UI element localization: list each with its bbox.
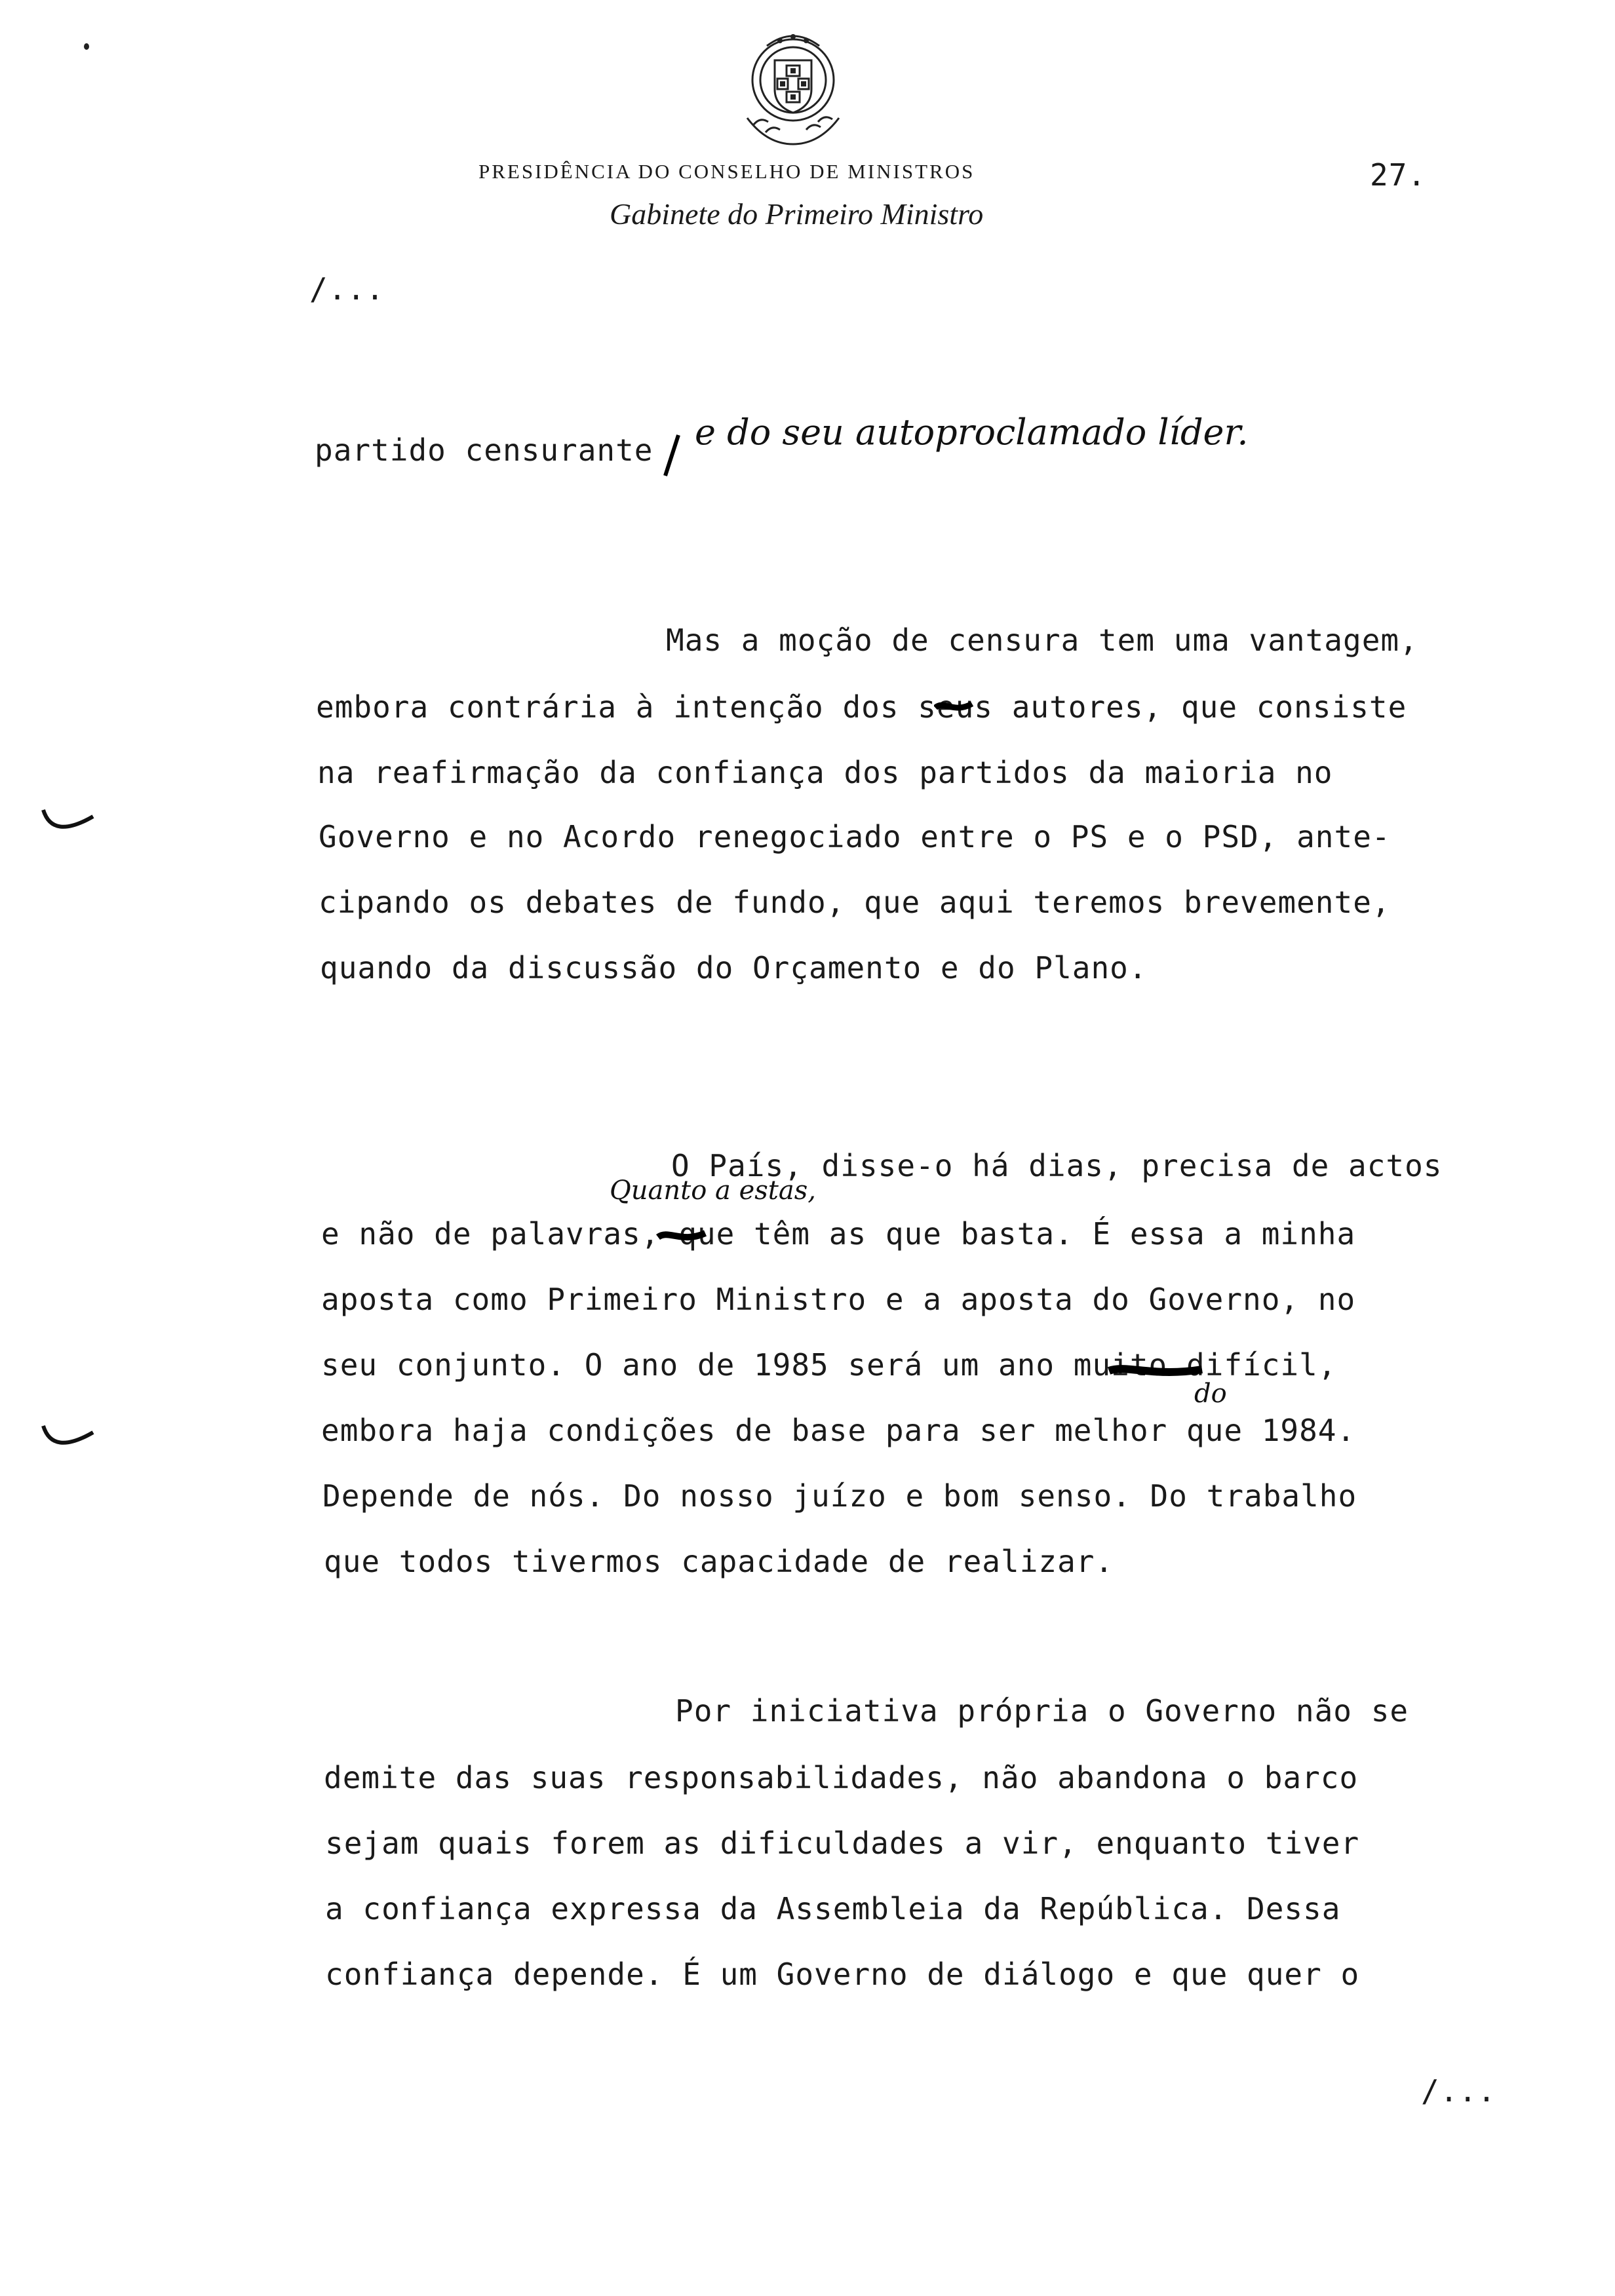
paragraph-3-line-5: embora haja condições de base para ser melhor que 1984.: [321, 1413, 1356, 1448]
paragraph-2-line-6: quando da discussão do Orçamento e do Plano.: [320, 950, 1148, 985]
paragraph-4-line-5: confiança depende. É um Governo de diálogo e que quer o: [325, 1957, 1360, 1992]
handwritten-insertion: Quanto a estas,: [610, 1176, 816, 1206]
paragraph-2-line-2: embora contrária à intenção dos seus autores, que consiste: [316, 689, 1407, 725]
institution-heading: PRESIDÊNCIA DO CONSELHO DE MINISTROS: [478, 160, 975, 183]
paragraph-4-line-4: a confiança expressa da Assembleia da República. Dessa: [325, 1891, 1341, 1926]
margin-tick-mark: [39, 806, 98, 845]
paragraph-4-line-1: Por iniciativa própria o Governo não se: [675, 1693, 1409, 1729]
paragraph-3-line-4: seu conjunto. O ano de 1985 será um ano muito difícil,: [321, 1347, 1337, 1383]
strikeout-que: [655, 1223, 708, 1249]
handwritten-do: do: [1194, 1379, 1227, 1409]
page-number: 27.: [1370, 157, 1427, 193]
paragraph-3-line-7: que todos tivermos capacidade de realizar.: [324, 1544, 1114, 1579]
margin-tick-mark: [39, 1422, 98, 1461]
paragraph-2-line-4: Governo e no Acordo renegociado entre o PS e o PSD, ante-: [319, 819, 1391, 854]
paragraph-3-line-6: Depende de nós. Do nosso juízo e bom senso. Do trabalho: [322, 1478, 1357, 1514]
scan-speck: [84, 43, 89, 50]
paragraph-3-line-1: O País, disse-o há dias, precisa de actos: [671, 1148, 1443, 1183]
strikeout-seus: [934, 695, 973, 721]
paragraph-4-line-2: demite das suas responsabilidades, não abandona o barco: [324, 1760, 1359, 1795]
paragraph-2-line-5: cipando os debates de fundo, que aqui teremos brevemente,: [319, 885, 1391, 920]
paragraph-1-line: partido censurante: [315, 432, 653, 468]
cabinet-subtitle: Gabinete do Primeiro Ministro: [610, 197, 984, 231]
paragraph-2-line-1: Mas a moção de censura tem uma vantagem,: [666, 622, 1418, 658]
handwritten-addition: e do seu autoproclamado líder.: [695, 411, 1249, 453]
continuation-marker-top: /...: [309, 271, 385, 307]
paragraph-3-line-2: e não de palavras, que têm as que basta. É essa a minha: [321, 1216, 1356, 1252]
paragraph-3-line-3: aposta como Primeiro Ministro e a aposta do Governo, no: [321, 1282, 1356, 1317]
coat-of-arms-emblem: [734, 26, 852, 151]
insertion-slash-mark: [659, 432, 685, 478]
continuation-marker-bottom: /...: [1421, 2073, 1496, 2109]
strikeout-muito: [1106, 1358, 1205, 1384]
paragraph-4-line-3: sejam quais forem as dificuldades a vir, enquanto tiver: [325, 1826, 1360, 1861]
paragraph-2-line-3: na reafirmação da confiança dos partidos da maioria no: [317, 755, 1333, 790]
